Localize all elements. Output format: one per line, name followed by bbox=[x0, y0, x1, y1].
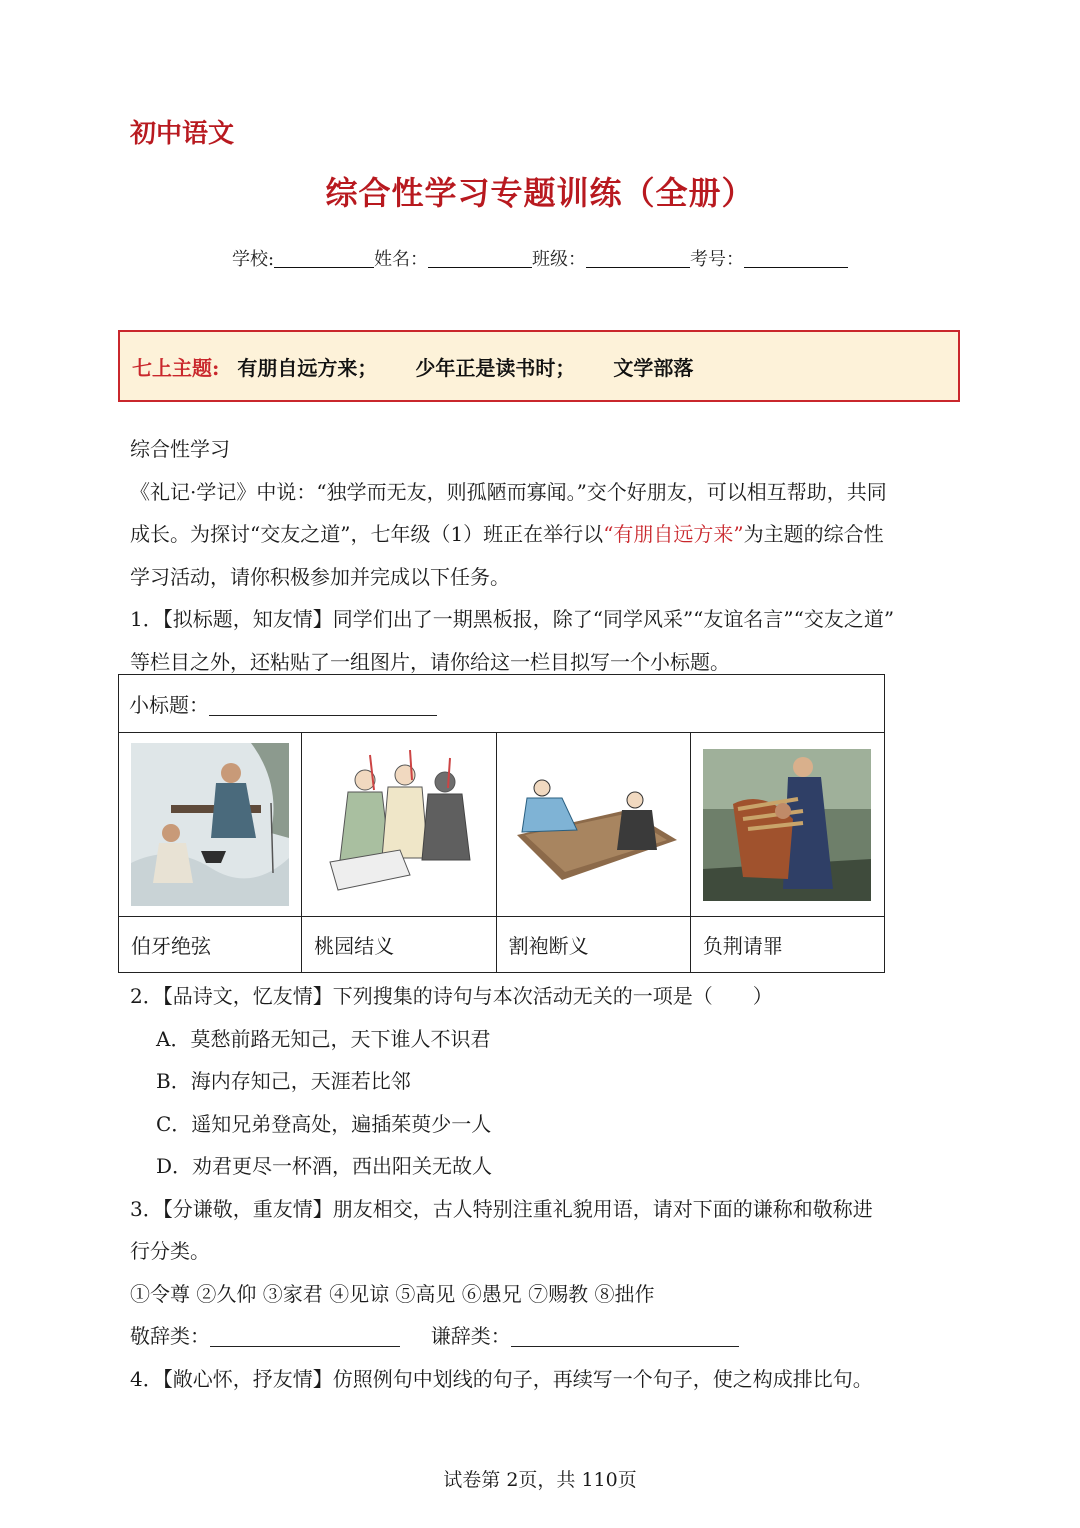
question-1-stem: 1．【拟标题，知友情】同学们出了一期黑板报，除了“同学风采”“友谊名言”“交友之道” bbox=[130, 607, 895, 631]
question-3-stem: 行分类。 bbox=[130, 1239, 210, 1263]
class-label: 班级： bbox=[532, 249, 587, 270]
humble-label: 谦辞类： bbox=[430, 1324, 511, 1348]
option-c[interactable]: C．遥知兄弟登高处，遍插茱萸少一人 bbox=[156, 1111, 492, 1136]
intro-line: 《礼记·学记》中说：“独学而无友，则孤陋而寡闻。”交个好朋友，可以相互帮助，共同 bbox=[130, 479, 887, 504]
student-info-row bbox=[0, 245, 1080, 271]
picture-cell bbox=[302, 733, 496, 917]
picture-caption: 伯牙绝弦 bbox=[119, 917, 302, 973]
page-title: 综合性学习专题训练（全册） bbox=[325, 174, 755, 212]
picture-cell bbox=[690, 733, 884, 917]
exam-number-field[interactable] bbox=[744, 249, 848, 268]
picture-table bbox=[118, 674, 885, 973]
question-4-stem: 4．【敞心怀，抒友情】仿照例句中划线的句子，再续写一个句子，使之构成排比句。 bbox=[130, 1366, 873, 1391]
school-field[interactable] bbox=[274, 249, 374, 268]
subject-label: 初中语文 bbox=[130, 119, 235, 149]
class-field[interactable] bbox=[586, 249, 690, 268]
picture-caption: 桃园结义 bbox=[302, 917, 496, 973]
humble-answer-blank[interactable] bbox=[511, 1326, 739, 1347]
theme-banner bbox=[118, 330, 960, 402]
picture-cell bbox=[119, 733, 302, 917]
theme-item: 文学部落 bbox=[613, 355, 694, 380]
theme-label: 七上主题: bbox=[132, 355, 220, 380]
term-list: ①令尊 ②久仰 ③家君 ④见谅 ⑤高见 ⑥愚兄 ⑦赐教 ⑧拙作 bbox=[130, 1281, 655, 1306]
intro-line: 学习活动，请你积极参加并完成以下任务。 bbox=[130, 564, 510, 589]
intro-line bbox=[130, 513, 960, 556]
picture-cell bbox=[496, 733, 690, 917]
name-field[interactable] bbox=[428, 249, 532, 268]
page-footer: 试卷第 2页，共 110页 bbox=[443, 1469, 637, 1491]
exam-number-label: 考号： bbox=[690, 249, 745, 270]
question-1-stem: 等栏目之外，还粘贴了一组图片，请你给这一栏目拟写一个小标题。 bbox=[130, 649, 730, 674]
option-a[interactable]: A．莫愁前路无知己，天下谁人不识君 bbox=[156, 1026, 491, 1051]
theme-item: 少年正是读书时； bbox=[415, 355, 576, 380]
boya-painting-image bbox=[131, 743, 289, 906]
intro-text: 成长。为探讨“交友之道”，七年级（1）班正在举行以 bbox=[130, 522, 604, 546]
respect-label: 敬辞类： bbox=[130, 1324, 210, 1348]
peach-garden-oath-image bbox=[310, 750, 488, 900]
question-2-stem: 2．【品诗文，忆友情】下列搜集的诗句与本次活动无关的一项是（ ） bbox=[130, 984, 773, 1008]
school-label: 学校: bbox=[231, 249, 275, 270]
option-b[interactable]: B．海内存知己，天涯若比邻 bbox=[156, 1069, 411, 1093]
questions-continued bbox=[130, 975, 960, 1400]
picture-caption: 割袍断义 bbox=[496, 917, 690, 973]
option-d[interactable]: D．劝君更尽一杯酒，西出阳关无故人 bbox=[156, 1154, 493, 1178]
respect-answer-blank[interactable] bbox=[210, 1326, 400, 1347]
section-title: 综合性学习 bbox=[130, 437, 230, 461]
subtitle-label: 小标题： bbox=[129, 693, 209, 717]
carrying-thorns-image bbox=[703, 749, 871, 901]
subtitle-row bbox=[119, 675, 885, 733]
theme-item: 有朋自远方来； bbox=[237, 355, 378, 380]
activity-theme-highlight: “有朋自远方来” bbox=[603, 522, 744, 546]
main-content bbox=[130, 428, 960, 683]
picture-caption: 负荆请罪 bbox=[690, 917, 884, 973]
subtitle-answer-blank[interactable] bbox=[209, 695, 437, 716]
question-3-stem: 3．【分谦敬，重友情】朋友相交，古人特别注重礼貌用语，请对下面的谦称和敬称进 bbox=[130, 1196, 873, 1221]
name-label: 姓名： bbox=[374, 249, 429, 270]
classification-row bbox=[130, 1315, 960, 1358]
cutting-robe-image bbox=[507, 770, 679, 880]
intro-text: 为主题的综合性 bbox=[743, 522, 884, 546]
